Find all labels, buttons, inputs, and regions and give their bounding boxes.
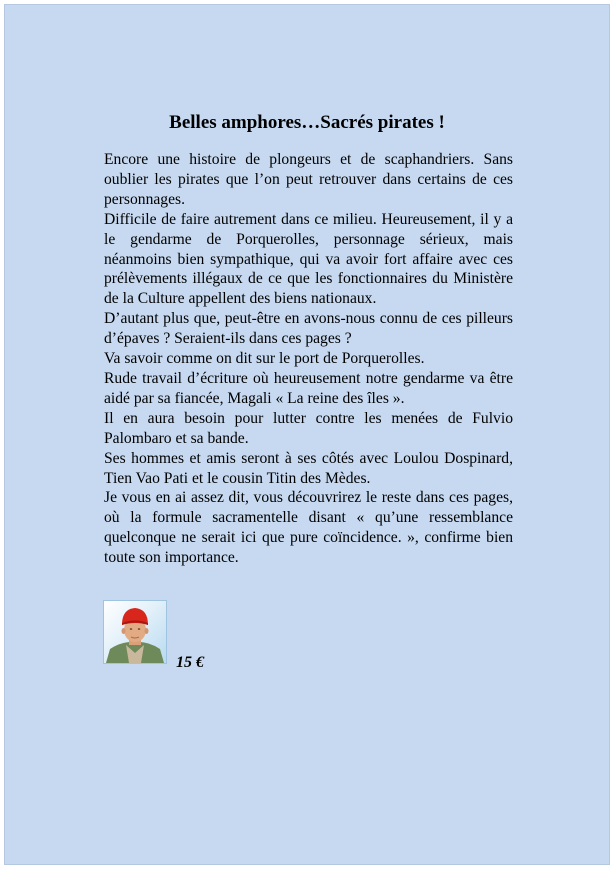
paragraph: Ses hommes et amis seront à ses côtés avec Loulou Dospinard, Tien Vao Pati et le cousin Titin des Mèdes. bbox=[104, 449, 513, 487]
paragraph: Je vous en ai assez dit, vous découvrirez le reste dans ces pages, où la formule sacramentelle disant « qu’une ressemblance quelconque ne serait ici que pure coïncidence. », confirme bien toute son importance. bbox=[104, 489, 513, 567]
paragraph: Difficile de faire autrement dans ce milieu. Heureusement, il y a le gendarme de Porquerolles, personnage sérieux, mais néanmoins bien sympathique, qui va avoir fort affaire avec ces prélèvements illégaux de ce que les fonctionnaires du Ministère de la Culture appellent des biens nationaux. bbox=[104, 210, 513, 308]
blurb-text bbox=[104, 150, 513, 568]
paragraph: Il en aura besoin pour lutter contre les menées de Fulvio Palombaro et sa bande. bbox=[104, 409, 513, 447]
price-label: 15 € bbox=[176, 654, 204, 671]
paragraph: Rude travail d’écriture où heureusement notre gendarme va être aidé par sa fiancée, Magali « La reine des îles ». bbox=[104, 369, 513, 407]
author-portrait bbox=[103, 600, 167, 664]
paragraph: D’autant plus que, peut-être en avons-nous connu de ces pilleurs d’épaves ? Seraient-ils dans ces pages ? bbox=[104, 310, 513, 348]
paragraph: Va savoir comme on dit sur le port de Porquerolles. bbox=[104, 350, 425, 368]
page-title: Belles amphores…Sacrés pirates ! bbox=[169, 112, 445, 133]
author-portrait-image bbox=[104, 601, 166, 663]
paragraph: Encore une histoire de plongeurs et de scaphandriers. Sans oublier les pirates que l’on peut retrouver dans certains de ces personnages. bbox=[104, 151, 513, 208]
book-back-cover bbox=[4, 4, 610, 865]
